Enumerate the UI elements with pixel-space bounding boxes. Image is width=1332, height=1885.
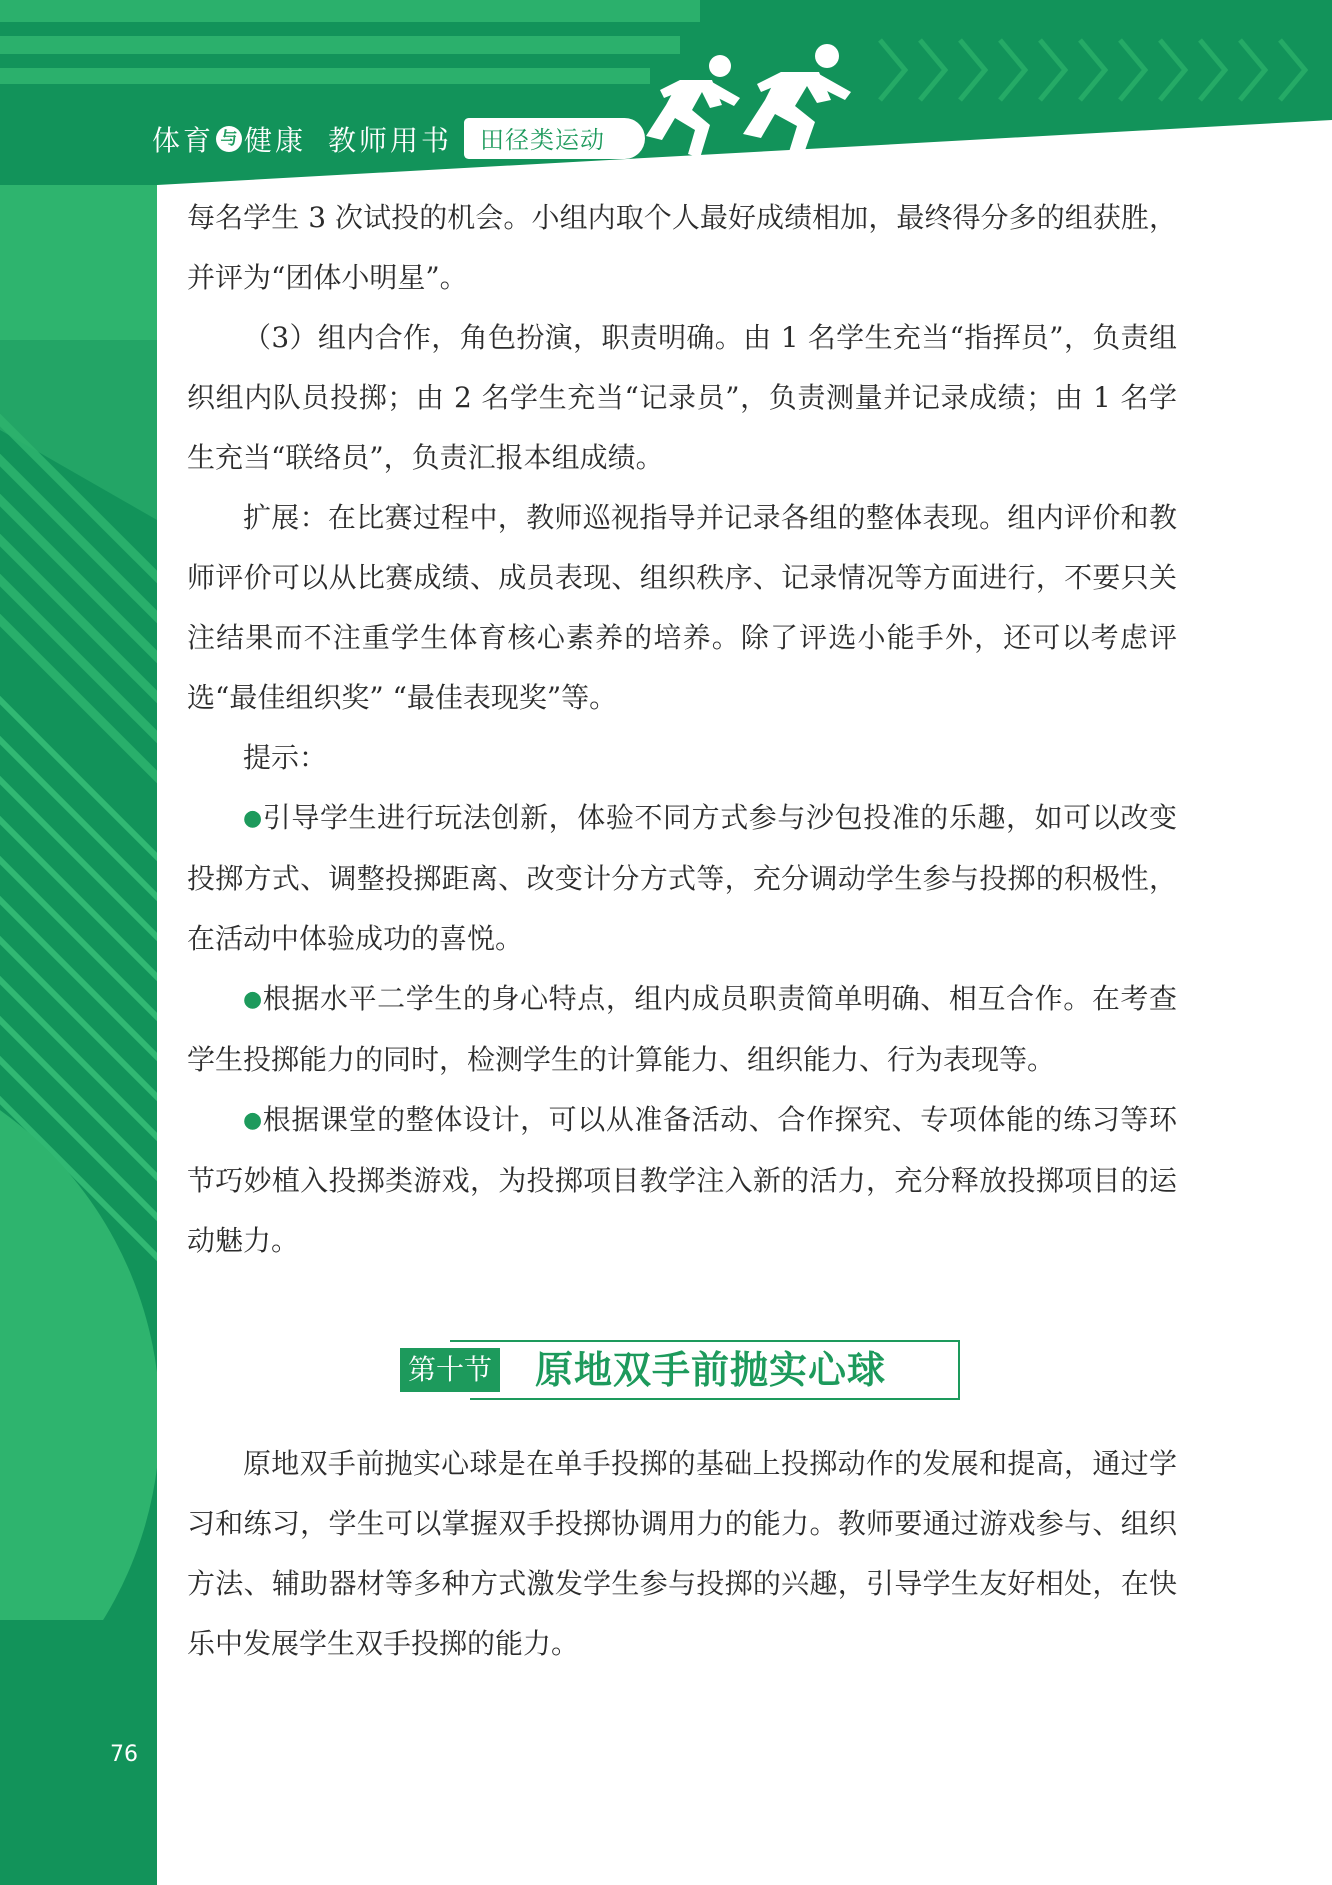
header-book-title [152, 118, 645, 159]
bullet-icon: ● [243, 987, 263, 1012]
tip-item [187, 1090, 1177, 1271]
bullet-icon: ● [243, 1108, 263, 1133]
paragraph: 原地双手前抛实心球是在单手投掷的基础上投掷动作的发展和提高，通过学习和练习，学生可以掌握双手投掷协调用力的能力。教师要通过游戏参与、组织方法、辅助器材等多种方式激发学生参与投掷的兴趣，引导学生友好相处，在快乐中发展学生双手投掷的能力。 [187, 1447, 1177, 1660]
tip-item [187, 788, 1177, 969]
header-title-part: 教师用书 [328, 123, 453, 157]
sidebar-decoration [0, 0, 157, 1885]
paragraph: （3）组内合作，角色扮演，职责明确。由 1 名学生充当“指挥员”，负责组织组内队员投掷；由 2 名学生充当“记录员”，负责测量并记录成绩；由 1 名学生充当“联络员”，负责汇报本组成绩。 [187, 321, 1177, 474]
page-number: 76 [110, 1742, 138, 1767]
bullet-icon: ● [243, 806, 263, 831]
category-tag: 田径类运动 [464, 118, 645, 159]
section-content [187, 1434, 1177, 1674]
runner-icon [640, 50, 750, 160]
header-title-part: 健康 [244, 123, 307, 157]
paragraph: 每名学生 3 次试投的机会。小组内取个人最好成绩相加，最终得分多的组获胜，并评为“团体小明星”。 [187, 201, 1177, 294]
yu-badge: 与 [216, 126, 242, 152]
paragraph: 提示： [243, 741, 328, 774]
section-title: 原地双手前抛实心球 [535, 1348, 887, 1392]
tip-text: 根据水平二学生的身心特点，组内成员职责简单明确、相互合作。在考查学生投掷能力的同时，检测学生的计算能力、组织能力、行为表现等。 [187, 982, 1177, 1076]
tip-text: 引导学生进行玩法创新，体验不同方式参与沙包投准的乐趣，如可以改变投掷方式、调整投掷距离、改变计分方式等，充分调动学生参与投掷的积极性，在活动中体验成功的喜悦。 [187, 801, 1177, 955]
tip-text: 根据课堂的整体设计，可以从准备活动、合作探究、专项体能的练习等环节巧妙植入投掷类游戏，为投掷项目教学注入新的活力，充分释放投掷项目的运动魅力。 [187, 1103, 1177, 1257]
sidebar-pattern [0, 0, 157, 1885]
main-content [187, 188, 1177, 1271]
section-label: 第十节 [400, 1348, 500, 1392]
runner-icon [735, 40, 860, 158]
tip-item [187, 969, 1177, 1090]
paragraph: 扩展：在比赛过程中，教师巡视指导并记录各组的整体表现。组内评价和教师评价可以从比赛成绩、成员表现、组织秩序、记录情况等方面进行，不要只关注结果而不注重学生体育核心素养的培养。除了评选小能手外，还可以考虑评选“最佳组织奖” “最佳表现奖”等。 [187, 501, 1177, 714]
section-heading [400, 1340, 960, 1400]
section-frame-line [470, 1398, 960, 1400]
header-band [0, 0, 1332, 185]
header-title-part: 体育 [152, 123, 215, 157]
